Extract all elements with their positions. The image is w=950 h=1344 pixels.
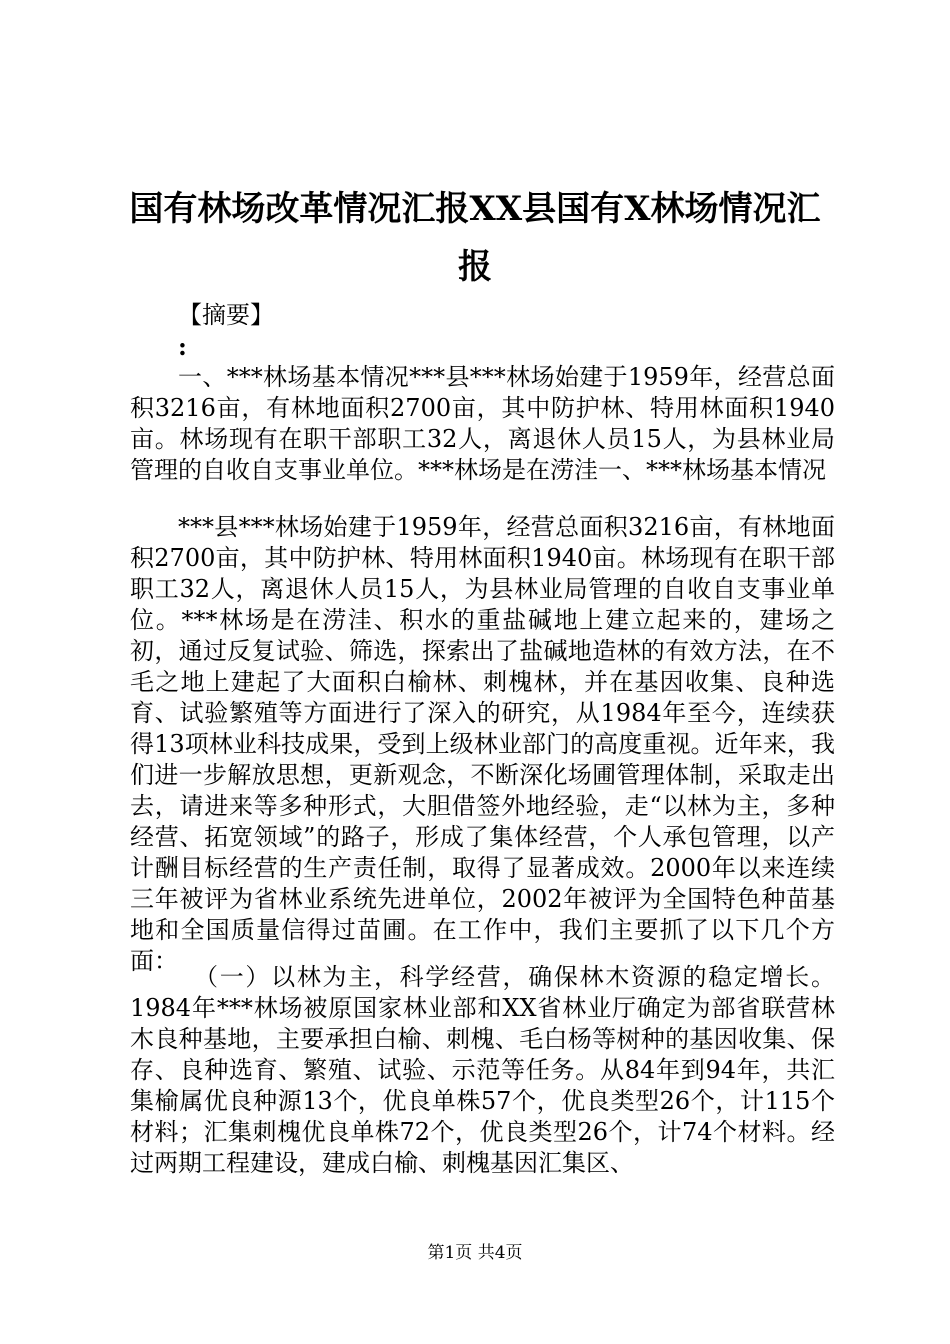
document-title: 国有林场改革情况汇报XX县国有X林场情况汇报 xyxy=(129,189,821,287)
paragraph-block-2 xyxy=(130,512,835,977)
page-footer: 第1页 共4页 xyxy=(427,1243,523,1263)
abstract-colon: : xyxy=(178,332,187,361)
paragraph: ***县***林场始建于1959年，经营总面积3216亩，有林地面积2700亩，其中防护林、特用林面积1940亩。林场现有在职干部职工32人，离退休人员15人，为县林业局管理的自收自支事业单位。***林场是在涝洼、积水的重盐碱地上建立起来的，建场之初，通过反复试验、筛选，探索出了盐碱地造林的有效方法，在不毛之地上建起了大面积白榆林、刺槐林，并在基因收集、良种选育、试验繁殖等方面进行了深入的研究，从1984年至今，连续获得13项林业科技成果，受到上级林业部门的高度重视。近年来，我们进一步解放思想，更新观念，不断深化场圃管理体制，采取走出去，请进来等多种形式，大胆借签外地经验，走“以林为主，多种经营、拓宽领域”的路子，形成了集体经营，个人承包管理，以产计酬目标经营的生产责任制，取得了显著成效。2000年以来连续三年被评为省林业系统先进单位，2002年被评为全国特色种苗基地和全国质量信得过苗圃。在工作中，我们主要抓了以下几个方面： xyxy=(130,513,835,975)
paragraph: （一）以林为主，科学经营，确保林木资源的稳定增长。1984年***林场被原国家林业部和XX省林业厅确定为部省联营林木良种基地，主要承担白榆、刺槐、毛白杨等树种的基因收集、保存、良种选育、繁殖、试验、示范等任务。从84年到94年，共汇集榆属优良种源13个，优良单株57个，优良类型26个，计115个材料；汇集刺槐优良单株72个，优良类型26个，计74个材料。经过两期工程建设，建成白榆、刺槐基因汇集区、 xyxy=(130,963,835,1177)
paragraph: 一、***林场基本情况***县***林场始建于1959年，经营总面积3216亩，有林地面积2700亩，其中防护林、特用林面积1940亩。林场现有在职干部职工32人，离退休人员15人，为县林业局管理的自收自支事业单位。***林场是在涝洼一、***林场基本情况 xyxy=(130,363,835,484)
abstract-label: 【摘要】 xyxy=(178,301,274,329)
paragraph-block-3 xyxy=(130,962,835,1179)
paragraph-block-1 xyxy=(130,362,835,486)
